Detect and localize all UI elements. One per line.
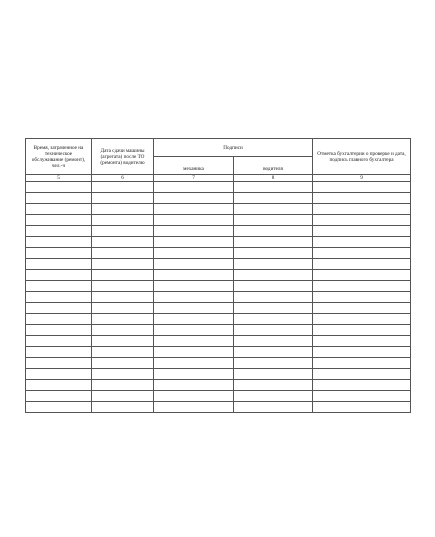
column-number-7: 7	[154, 175, 234, 182]
table-cell[interactable]	[313, 193, 411, 204]
table-cell[interactable]	[313, 391, 411, 402]
table-cell[interactable]	[154, 270, 234, 281]
table-cell[interactable]	[234, 182, 313, 193]
table-row	[26, 281, 411, 292]
table-cell[interactable]	[26, 193, 92, 204]
column-number-8: 8	[234, 175, 313, 182]
table-row	[26, 303, 411, 314]
table-cell[interactable]	[26, 391, 92, 402]
table-cell[interactable]	[313, 303, 411, 314]
table-cell[interactable]	[313, 292, 411, 303]
table-cell[interactable]	[234, 358, 313, 369]
table-cell[interactable]	[313, 369, 411, 380]
table-cell[interactable]	[313, 281, 411, 292]
header-signatures: Подписи	[154, 139, 313, 157]
table-cell[interactable]	[26, 314, 92, 325]
table-cell[interactable]	[26, 270, 92, 281]
table-row	[26, 347, 411, 358]
table-row	[26, 380, 411, 391]
table-cell[interactable]	[234, 347, 313, 358]
log-body	[26, 182, 411, 413]
table-cell[interactable]	[154, 204, 234, 215]
table-cell[interactable]	[26, 347, 92, 358]
maintenance-log-table	[25, 138, 411, 413]
table-cell[interactable]	[26, 237, 92, 248]
table-row	[26, 259, 411, 270]
table-cell[interactable]	[26, 248, 92, 259]
table-cell[interactable]	[154, 226, 234, 237]
table-cell[interactable]	[154, 259, 234, 270]
table-cell[interactable]	[313, 336, 411, 347]
table-cell[interactable]	[26, 215, 92, 226]
table-cell[interactable]	[313, 226, 411, 237]
table-cell[interactable]	[92, 226, 154, 237]
table-cell[interactable]	[92, 369, 154, 380]
table-row	[26, 270, 411, 281]
table-cell[interactable]	[313, 259, 411, 270]
table-row	[26, 358, 411, 369]
table-cell[interactable]	[26, 182, 92, 193]
table-row	[26, 237, 411, 248]
table-cell[interactable]	[234, 292, 313, 303]
table-cell[interactable]	[154, 248, 234, 259]
table-cell[interactable]	[234, 402, 313, 413]
table-cell[interactable]	[154, 380, 234, 391]
header-handover-date: Дата сдачи машины (агрегата) после ТО (ремонта) водителю	[92, 139, 154, 175]
table-row	[26, 369, 411, 380]
table-cell[interactable]	[234, 391, 313, 402]
table-cell[interactable]	[234, 215, 313, 226]
table-cell[interactable]	[92, 391, 154, 402]
table-cell[interactable]	[154, 281, 234, 292]
table-cell[interactable]	[26, 259, 92, 270]
table-cell[interactable]	[234, 226, 313, 237]
table-cell[interactable]	[154, 325, 234, 336]
table-cell[interactable]	[26, 226, 92, 237]
table-cell[interactable]	[92, 204, 154, 215]
table-cell[interactable]	[92, 325, 154, 336]
table-row	[26, 182, 411, 193]
table-cell[interactable]	[154, 369, 234, 380]
table-row	[26, 402, 411, 413]
table-cell[interactable]	[26, 380, 92, 391]
table-row	[26, 215, 411, 226]
table-cell[interactable]	[92, 303, 154, 314]
table-cell[interactable]	[313, 314, 411, 325]
column-number-5: 5	[26, 175, 92, 182]
header-mechanic: механика	[154, 157, 234, 175]
table-cell[interactable]	[234, 204, 313, 215]
table-cell[interactable]	[234, 248, 313, 259]
table-cell[interactable]	[26, 204, 92, 215]
table-cell[interactable]	[92, 402, 154, 413]
table-row	[26, 226, 411, 237]
table-cell[interactable]	[313, 182, 411, 193]
table-cell[interactable]	[313, 358, 411, 369]
header-time-spent: Время, затраченное на техническое обслуживание (ремонт), чел.-ч	[26, 139, 92, 175]
table-cell[interactable]	[92, 358, 154, 369]
table-cell[interactable]	[234, 369, 313, 380]
table-cell[interactable]	[154, 391, 234, 402]
table-cell[interactable]	[313, 402, 411, 413]
table-cell[interactable]	[26, 369, 92, 380]
table-cell[interactable]	[234, 259, 313, 270]
table-cell[interactable]	[26, 325, 92, 336]
table-cell[interactable]	[92, 314, 154, 325]
table-cell[interactable]	[234, 380, 313, 391]
table-row	[26, 391, 411, 402]
table-cell[interactable]	[92, 193, 154, 204]
table-cell[interactable]	[154, 215, 234, 226]
table-row	[26, 193, 411, 204]
table-cell[interactable]	[154, 237, 234, 248]
table-cell[interactable]	[92, 336, 154, 347]
header-accounting-mark: Отметка бухгалтерии о проверке и дата, подпись главного бухгалтера	[313, 139, 411, 175]
journal-sheet	[25, 138, 410, 398]
table-cell[interactable]	[154, 182, 234, 193]
table-cell[interactable]	[234, 237, 313, 248]
table-cell[interactable]	[154, 193, 234, 204]
table-cell[interactable]	[92, 248, 154, 259]
table-cell[interactable]	[234, 281, 313, 292]
table-cell[interactable]	[234, 325, 313, 336]
table-cell[interactable]	[26, 336, 92, 347]
table-cell[interactable]	[26, 292, 92, 303]
table-cell[interactable]	[92, 215, 154, 226]
table-cell[interactable]	[234, 314, 313, 325]
table-cell[interactable]	[313, 347, 411, 358]
table-cell[interactable]	[234, 193, 313, 204]
table-cell[interactable]	[92, 237, 154, 248]
header-driver: водителя	[234, 157, 313, 175]
table-cell[interactable]	[92, 380, 154, 391]
table-cell[interactable]	[313, 204, 411, 215]
table-row	[26, 336, 411, 347]
table-cell[interactable]	[92, 281, 154, 292]
table-cell[interactable]	[92, 259, 154, 270]
table-cell[interactable]	[154, 336, 234, 347]
table-row	[26, 248, 411, 259]
table-cell[interactable]	[313, 325, 411, 336]
table-cell[interactable]	[313, 270, 411, 281]
column-number-9: 9	[313, 175, 411, 182]
table-row	[26, 204, 411, 215]
table-cell[interactable]	[234, 270, 313, 281]
table-cell[interactable]	[313, 215, 411, 226]
table-cell[interactable]	[154, 347, 234, 358]
table-cell[interactable]	[313, 380, 411, 391]
table-cell[interactable]	[26, 303, 92, 314]
table-cell[interactable]	[234, 336, 313, 347]
table-cell[interactable]	[26, 358, 92, 369]
table-row	[26, 325, 411, 336]
table-cell[interactable]	[92, 182, 154, 193]
table-row	[26, 292, 411, 303]
table-row	[26, 314, 411, 325]
table-cell[interactable]	[92, 270, 154, 281]
table-cell[interactable]	[92, 347, 154, 358]
table-cell[interactable]	[92, 292, 154, 303]
table-cell[interactable]	[26, 281, 92, 292]
table-cell[interactable]	[154, 292, 234, 303]
table-cell[interactable]	[234, 303, 313, 314]
column-number-6: 6	[92, 175, 154, 182]
table-cell[interactable]	[154, 314, 234, 325]
table-cell[interactable]	[26, 402, 92, 413]
table-cell[interactable]	[313, 237, 411, 248]
table-cell[interactable]	[313, 248, 411, 259]
table-cell[interactable]	[154, 358, 234, 369]
table-cell[interactable]	[154, 303, 234, 314]
table-cell[interactable]	[154, 402, 234, 413]
